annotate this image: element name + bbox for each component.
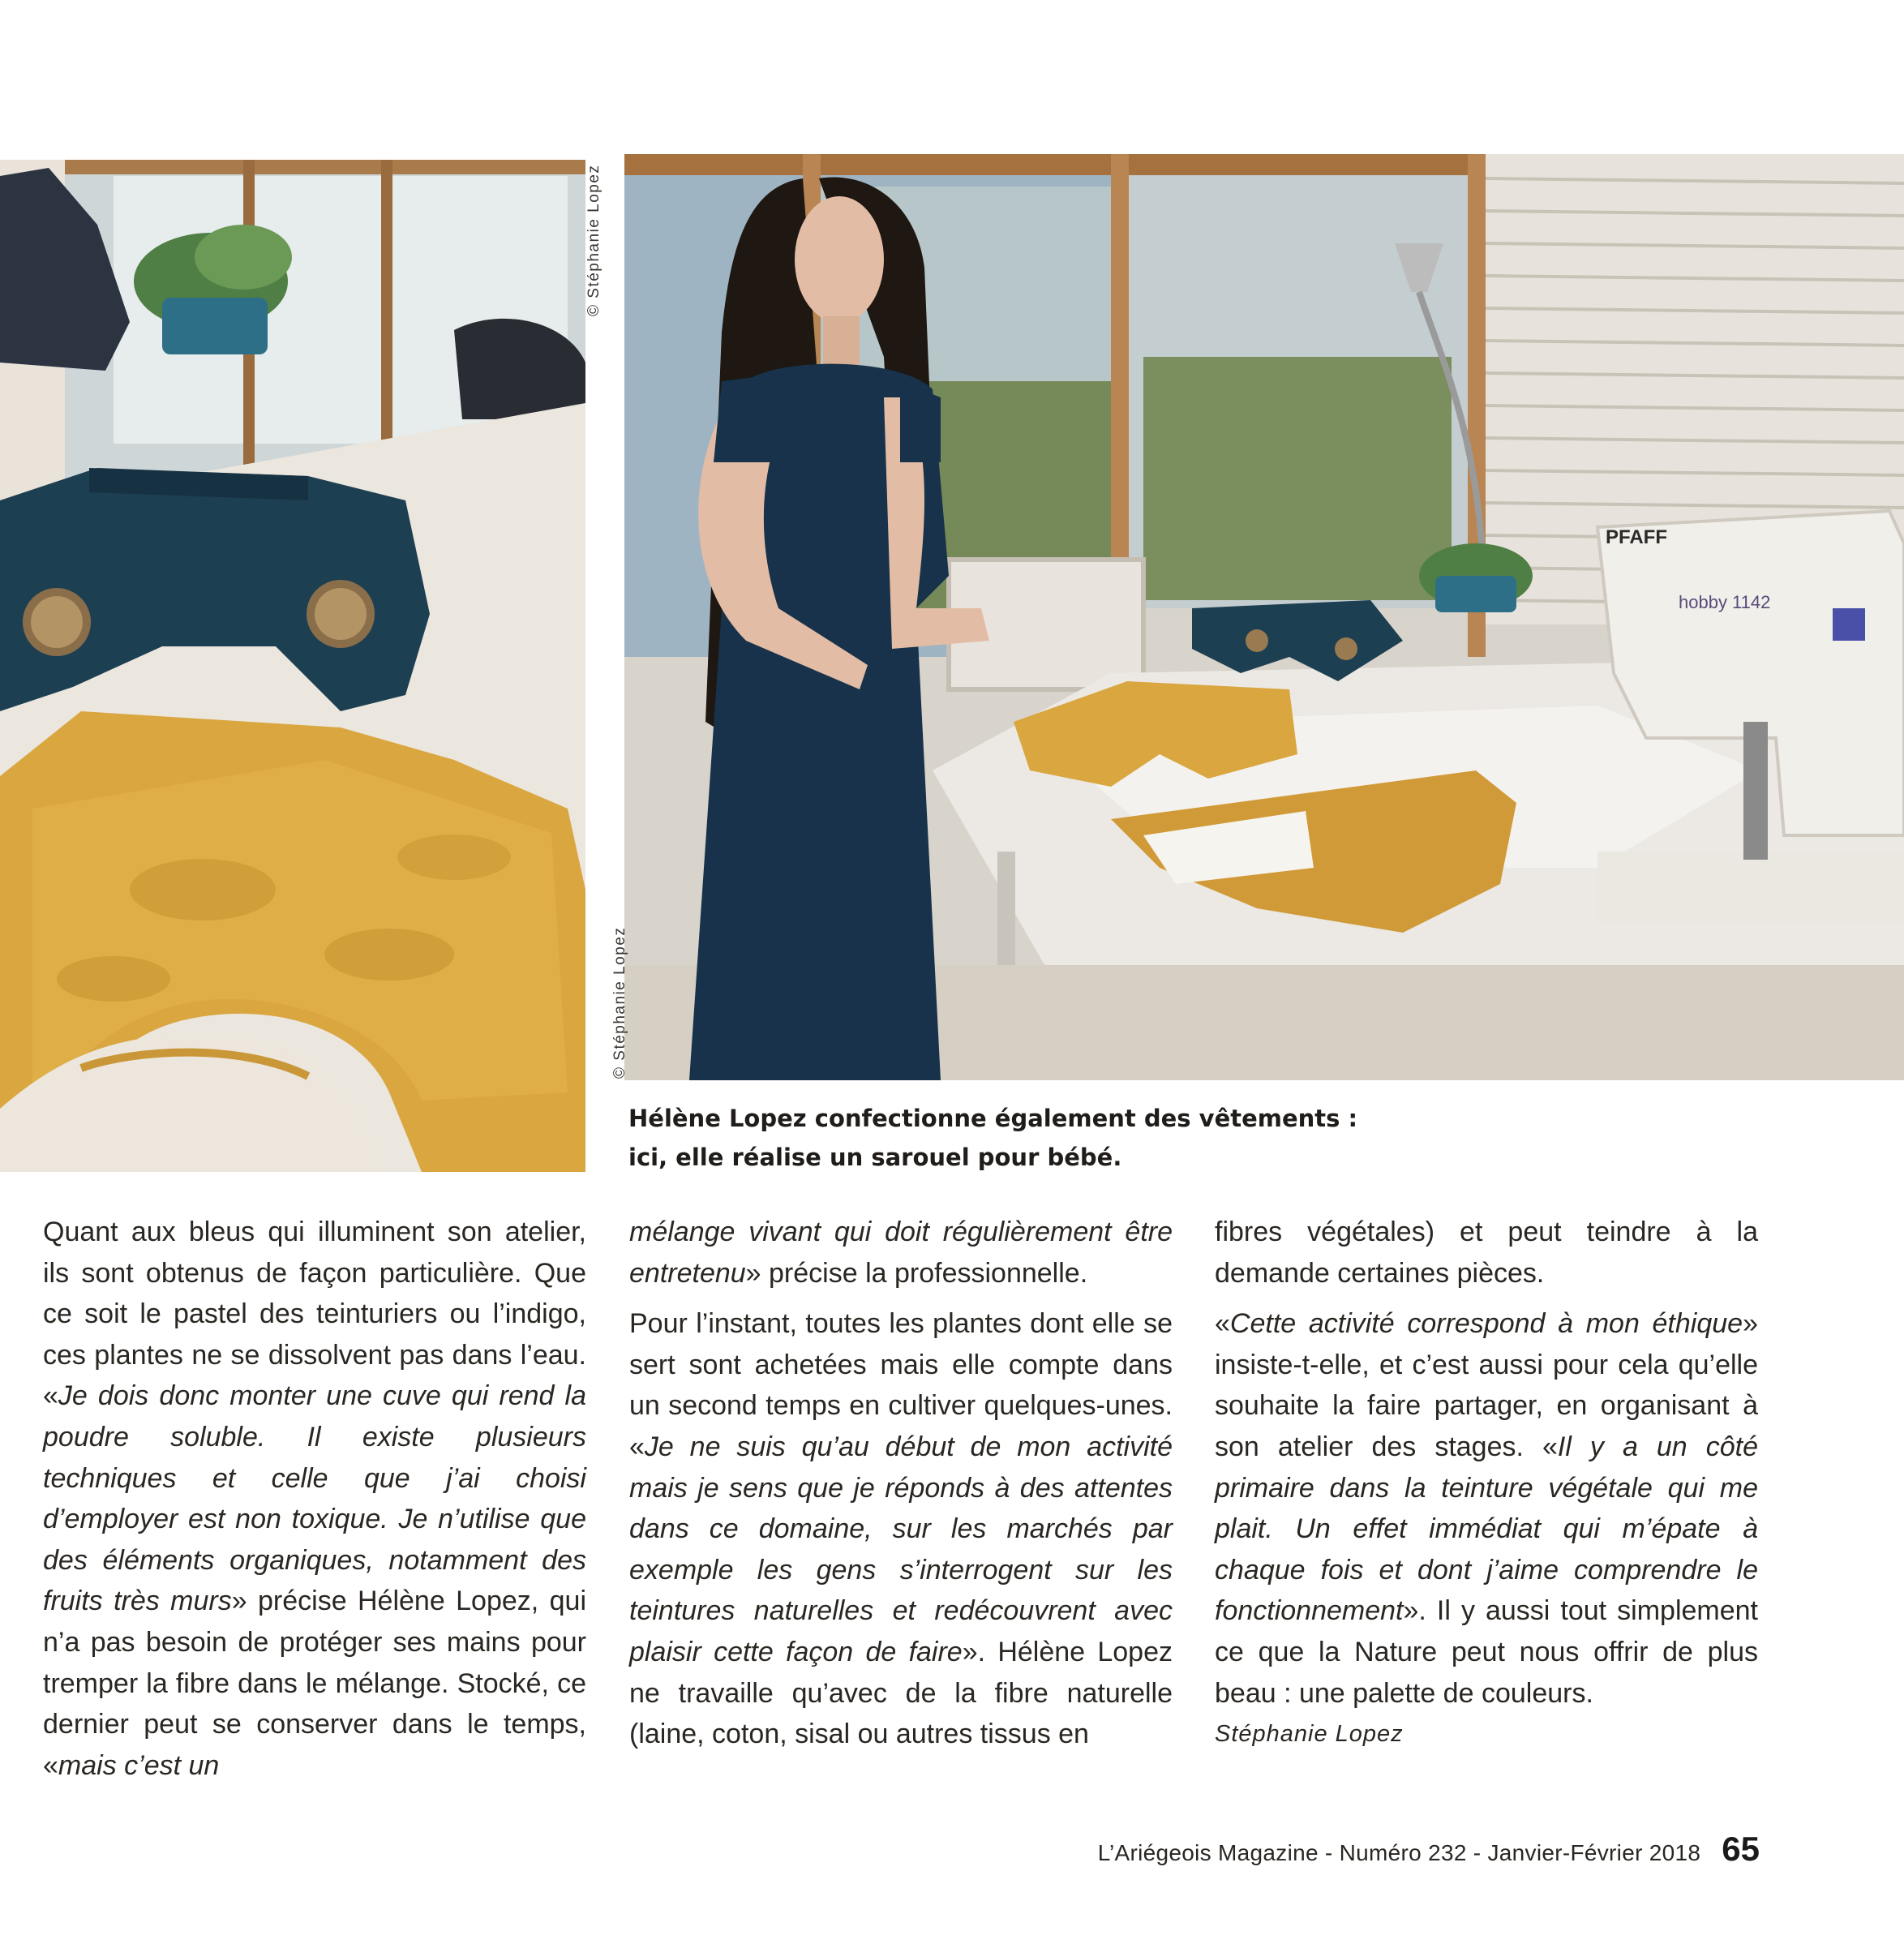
photo-workshop [624, 154, 1904, 1080]
photo-garments [0, 160, 585, 1172]
garments-photo-icon [0, 160, 585, 1172]
quote: mélange vivant qui doit régulièrement être entretenu [629, 1217, 1173, 1289]
machine-brand: PFAFF [1606, 526, 1667, 548]
quote: Cette activité correspond à mon éthique [1229, 1308, 1743, 1340]
paragraph [43, 1212, 586, 1786]
quote: Il y a un côté primaire dans la teinture végétale qui me plait. Un effet immédiat qui m’épate à chaque fois et dont j’aime comprendre le fonctionnement [1215, 1431, 1758, 1627]
text-run: » précise la professionnelle. [745, 1257, 1088, 1289]
magazine-issue: L’Ariégeois Magazine - Numéro 232 - Janvier-Février 2018 [1097, 1840, 1701, 1865]
photo-caption [628, 1099, 1374, 1177]
text-run: Pour l’instant, toutes les plantes dont elle se sert sont achetées mais elle compte dans un second temps en cultiver quelques-unes. « [629, 1308, 1173, 1462]
workshop-photo-icon [624, 154, 1904, 1080]
page-number: 65 [1722, 1830, 1760, 1868]
text-run: ». Hélène Lopez ne travaille qu’avec de la fibre naturelle (laine, coton, sisal ou autres tissus en [629, 1636, 1173, 1750]
photo-credit-left: © Stéphanie Lopez [585, 164, 603, 316]
text-run: ». Il y aussi tout simplement ce que la Nature peut nous offrir de plus beau : une palette de couleurs. [1215, 1595, 1758, 1709]
text-run: Quant aux bleus qui illuminent son atelier, ils sont obtenus de façon particulière. Que ce soit le pastel des teinturiers ou l’indigo, ces plantes ne se dissolvent pas dans l’eau. « [43, 1217, 586, 1412]
text-run: » insiste-t-elle, et c’est aussi pour cela qu’elle souhaite la faire partager, en organisant à son atelier des stages. « [1215, 1308, 1758, 1462]
photo-credit-right: © Stéphanie Lopez [611, 926, 628, 1079]
author-signature: Stéphanie Lopez [1215, 1721, 1404, 1748]
caption-line-1: Hélène Lopez confectionne également des vêtements : [628, 1105, 1358, 1132]
page-footer [1097, 1830, 1760, 1869]
paragraph [629, 1303, 1173, 1755]
paragraph [1215, 1303, 1758, 1714]
paragraph [629, 1212, 1173, 1294]
caption-line-2: ici, elle réalise un sarouel pour bébé. [628, 1144, 1122, 1171]
quote: Je dois donc monter une cuve qui rend la poudre soluble. Il existe plusieurs techniques et celle que j’ai choisi d’employer est non toxique. Je n’utilise que des éléments organiques, notamment des fruits très murs [43, 1380, 586, 1617]
text-run: « [1215, 1308, 1230, 1340]
article-column-2 [629, 1212, 1173, 1755]
machine-model: hobby 1142 [1679, 592, 1771, 612]
article-column-1 [43, 1212, 586, 1786]
quote: Je ne suis qu’au début de mon activité mais je sens que je réponds à des attentes dans ce domaine, sur les marchés par exemple les gens s’interrogent sur les teintures naturelles et redécouvrent avec plaisir cette façon de faire [629, 1431, 1173, 1667]
article-column-3 [1215, 1212, 1758, 1755]
text-run: » précise Hélène Lopez, qui n’a pas besoin de protéger ses mains pour tremper la fibre dans le mélange. Stocké, ce dernier peut se conserver dans le temps, « [43, 1586, 586, 1781]
quote: mais c’est un [58, 1749, 220, 1781]
paragraph: fibres végétales) et peut teindre à la demande certaines pièces. [1215, 1217, 1758, 1289]
